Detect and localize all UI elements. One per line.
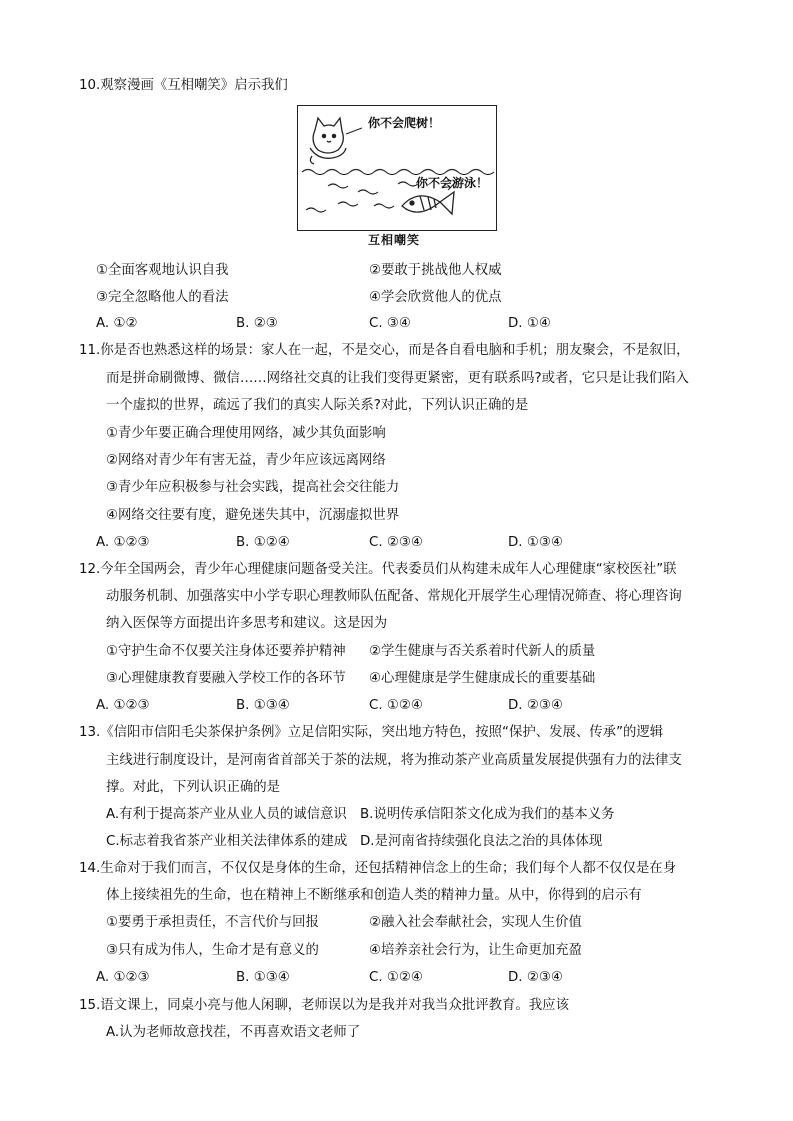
q15-option-a: A.认为老师故意找茬，不再喜欢语文老师了	[106, 1025, 361, 1040]
q13-option-c: C.标志着我省茶产业相关法律体系的建成	[106, 834, 348, 849]
q14-item-2: ②融入社会奉献社会，实现人生价值	[369, 915, 582, 930]
q12-option-d: D. ②③④	[508, 698, 563, 713]
q14-option-b: B. ①③④	[236, 970, 290, 985]
q13-option-b: B.说明传承信阳茶文化成为我们的基本义务	[360, 807, 615, 822]
q10-item-1: ①全面客观地认识自我	[96, 263, 229, 278]
q11-item-1: ①青少年要正确合理使用网络，减少其负面影响	[106, 426, 386, 441]
q11-stem-line-3: 一个虚拟的世界，疏远了我们的真实人际关系?对此，下列认识正确的是	[106, 398, 529, 413]
q11-option-a: A. ①②③	[96, 535, 150, 550]
q14-stem-line-1: 14.生命对于我们而言，不仅仅是身体的生命，还包括精神信念上的生命；我们每个人都不仅仅是在身	[79, 861, 677, 876]
q14-stem-line-2: 体上接续祖先的生命，也在精神上不断继承和创造人类的精神力量。从中，你得到的启示有	[106, 888, 642, 903]
q11-option-d: D. ①③④	[508, 535, 563, 550]
q10-item-4: ④学会欣赏他人的优点	[369, 290, 502, 305]
q11-item-2: ②网络对青少年有害无益，青少年应该远离网络	[106, 453, 386, 468]
q14-option-d: D. ②③④	[508, 970, 563, 985]
q12-option-b: B. ①③④	[236, 698, 290, 713]
q11-stem-line-1: 11.你是否也熟悉这样的场景：家人在一起，不是交心，而是各自看电脑和手机；朋友聚会，不是叙旧，	[79, 343, 690, 358]
q13-stem-line-1: 13.《信阳市信阳毛尖茶保护条例》立足信阳实际，突出地方特色，按照“保护、发展、传承”的逻辑	[79, 725, 664, 740]
q14-item-3: ③只有成为伟人，生命才是有意义的	[106, 943, 319, 958]
q14-option-a: A. ①②③	[96, 970, 150, 985]
q11-item-3: ③青少年应积极参与社会实践，提高社会交往能力	[106, 480, 400, 495]
q10-item-2: ②要敢于挑战他人权威	[369, 263, 502, 278]
q15-stem: 15.语文课上，同桌小亮与他人闲聊，老师误以为是我并对我当众批评教育。我应该	[79, 998, 569, 1013]
q11-option-b: B. ①②④	[236, 535, 290, 550]
q12-option-a: A. ①②③	[96, 698, 150, 713]
q13-stem-line-3: 撑。对此，下列认识正确的是	[106, 780, 281, 795]
fish-icon	[402, 192, 454, 214]
cat-speech-text: 你不会爬树！	[368, 116, 441, 130]
q12-item-2: ②学生健康与否关系着时代新人的质量	[369, 644, 596, 659]
q10-option-b: B. ②③	[236, 316, 278, 331]
q11-stem-line-2: 而是拼命刷微博、微信……网络社交真的让我们变得更紧密，更有联系吗?或者，它只是让我们陷入	[106, 371, 689, 386]
q12-stem-line-2: 动服务机制、加强落实中小学专职心理教师队伍配备、常规化开展学生心理情况筛查、将心理咨询	[106, 589, 682, 604]
cat-icon	[310, 118, 346, 164]
q13-stem-line-2: 主线进行制度设计，是河南省首部关于茶的法规，将为推动茶产业高质量发展提供强有力的法律支	[106, 753, 682, 768]
comic-caption: 互相嘲笑	[368, 233, 421, 247]
q12-item-4: ④心理健康是学生健康成长的重要基础	[369, 671, 596, 686]
q14-item-1: ①要勇于承担责任，不言代价与回报	[106, 915, 319, 930]
q12-item-3: ③心理健康教育要融入学校工作的各环节	[106, 671, 346, 686]
q12-item-1: ①守护生命不仅要关注身体还要养护精神	[106, 644, 346, 659]
q11-option-c: C. ②③④	[369, 535, 423, 550]
q12-stem-line-3: 纳入医保等方面提出许多思考和建议。这是因为	[106, 616, 388, 631]
q14-option-c: C. ①②④	[369, 970, 423, 985]
q12-stem-line-1: 12.今年全国两会，青少年心理健康问题备受关注。代表委员们从构建未成年人心理健康“家校医社”联	[79, 562, 677, 577]
q10-item-3: ③完全忽略他人的看法	[96, 290, 229, 305]
fish-speech-text: 你不会游泳！	[416, 176, 489, 190]
comic-mutual-mocking	[297, 105, 497, 231]
q10-option-a: A. ①②	[96, 316, 138, 331]
q14-item-4: ④培养亲社会行为，让生命更加充盈	[369, 943, 582, 958]
q10-option-c: C. ③④	[369, 316, 411, 331]
q12-option-c: C. ①②④	[369, 698, 423, 713]
q13-option-a: A.有利于提高茶产业从业人员的诚信意识	[106, 807, 347, 822]
q13-option-d: D.是河南省持续强化良法之治的具体体现	[360, 834, 603, 849]
q10-option-d: D. ①④	[508, 316, 551, 331]
q10-stem: 10.观察漫画《互相嘲笑》启示我们	[79, 78, 288, 93]
q11-item-4: ④网络交往要有度，避免迷失其中，沉溺虚拟世界	[106, 508, 400, 523]
